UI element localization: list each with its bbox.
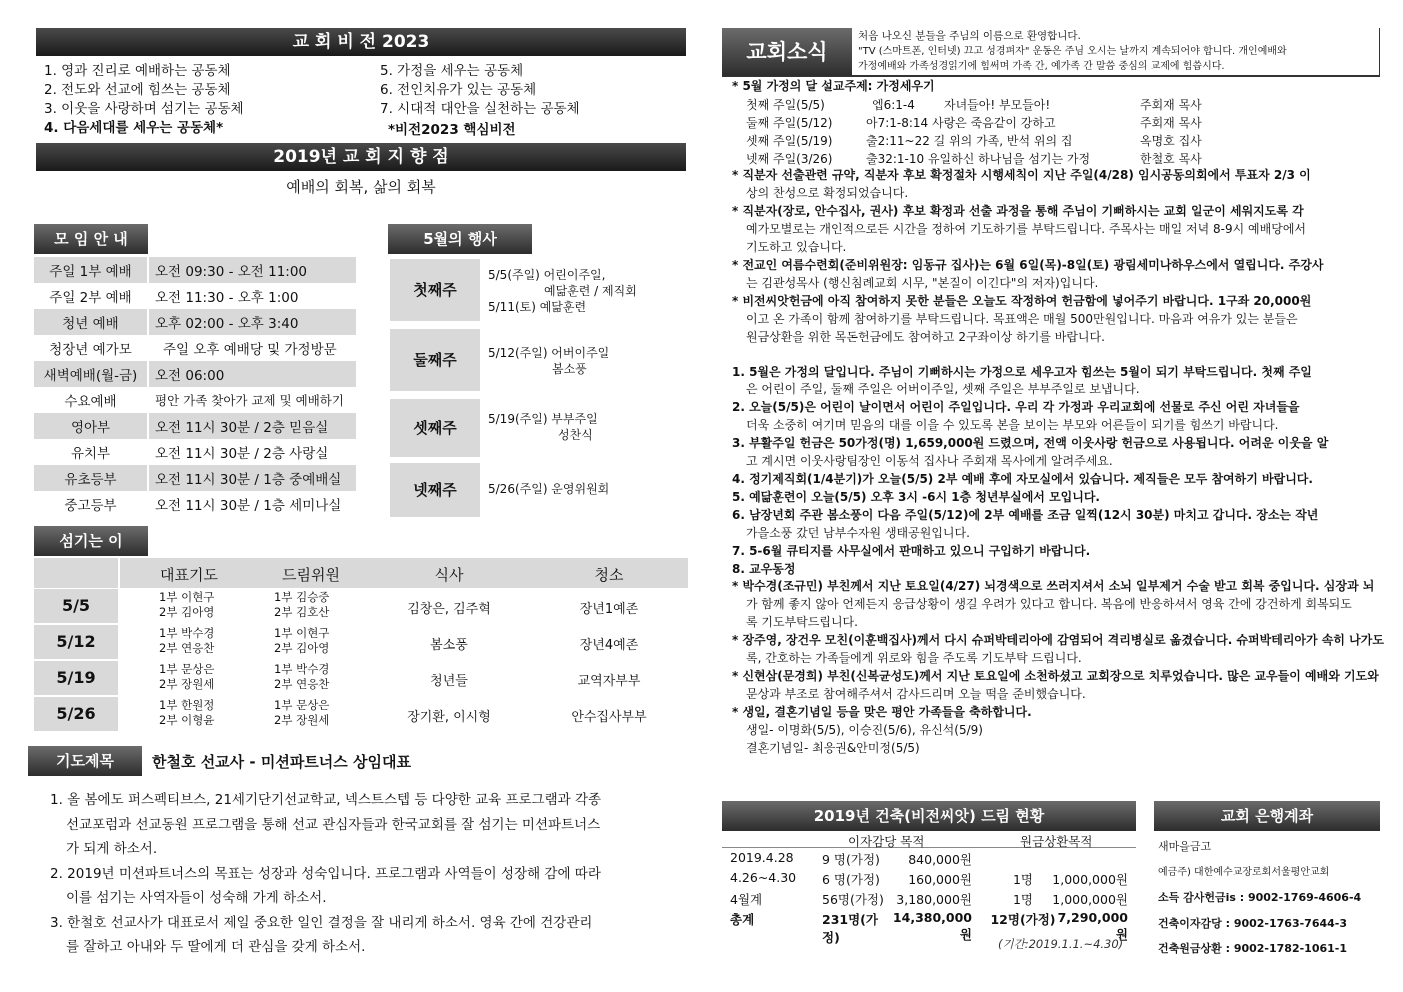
meeting-name: 청장년 예가모 xyxy=(34,335,148,361)
servers-table xyxy=(34,558,688,732)
servers-date: 5/12 xyxy=(34,625,118,659)
news-rule xyxy=(722,76,1380,77)
news-bullet: 이고 온 가족이 함께 참여하기를 부탁드립니다. 목표액은 매월 500만원입니다. 마음과 여유가 있는 분들은 xyxy=(746,311,1298,326)
news-item: 6. 남장년회 주관 봄소풍이 다음 주일(5/12)에 2부 예배를 조금 일찍(12시 30분) 마치고 갑니다. 장소는 작년 xyxy=(732,507,1319,522)
meeting-name: 수요예배 xyxy=(34,387,148,413)
servers-prayer: 1부 박수경 2부 연응찬 xyxy=(159,626,215,655)
vision-left-list xyxy=(44,62,374,138)
servers-meal: 청년들 xyxy=(430,674,468,689)
servers-clean: 교역자부부 xyxy=(577,674,641,689)
building-cell: 3,180,000원 xyxy=(896,892,972,907)
event-line: 5/5(주일) 어린이주일, xyxy=(488,268,606,282)
vision-item: 1. 영과 진리로 예배하는 공동체 xyxy=(44,63,231,79)
meeting-time: 오전 11:30 - 오후 1:00 xyxy=(155,290,299,306)
news-item: 가 함께 좋지 않아 언제든지 응급상황이 생길 우려가 있다고 합니다. 복음에 반응하셔서 영육 간에 강건하게 회복되도 xyxy=(746,597,1352,612)
news-item: 문상과 부조로 참여해주셔서 감사드리며 오늘 떡을 준비했습니다. xyxy=(746,686,1086,701)
building-cell: 56명(가정) xyxy=(822,892,884,907)
building-cell: 9 명(가정) xyxy=(822,852,880,867)
building-cell: 4.26~4.30 xyxy=(730,870,797,885)
header-cell: 식사 xyxy=(434,566,464,584)
sermon-passage: 출32:1-10 유일하신 하나님을 섬기는 가정 xyxy=(866,151,1091,166)
building-cell: 7,290,000원 xyxy=(1057,910,1128,942)
building-period: (기간:2019.1.1.~4.30) xyxy=(998,937,1124,951)
sermon-row xyxy=(732,150,1372,168)
news-item: 록 기도부탁드립니다. xyxy=(746,615,858,630)
servers-date: 5/19 xyxy=(34,661,118,695)
servers-dream: 1부 문상은 2부 장원세 xyxy=(274,698,330,727)
prayer-item: 1. 올 봄에도 퍼스펙티브스, 21세기단기선교학교, 넥스트스텝 등 다양한 교육 프로그램과 각종 선교포럼과 선교동원 프로그램을 통해 선교 관심자들과 한국교회를 잘 섬기는 미션파트너스 가 되게 하소서. xyxy=(50,792,602,857)
servers-row xyxy=(34,589,688,624)
servers-dream: 1부 이현구 2부 김아영 xyxy=(274,626,330,655)
bank-account: 건축원금상환 : 9002-1782-1061-1 xyxy=(1158,942,1348,955)
servers-header xyxy=(34,558,688,588)
bank-info xyxy=(1158,834,1380,962)
week-label: 셋째주 xyxy=(390,399,480,457)
meeting-name: 청년 예배 xyxy=(34,309,148,335)
event-line: 5/11(토) 예닮훈련 xyxy=(488,300,587,314)
meeting-time: 오후 02:00 - 오후 3:40 xyxy=(148,309,356,335)
vision-core-note: *비전2023 핵심비전 xyxy=(388,122,516,138)
servers-prayer: 1부 한원정 2부 이형윤 xyxy=(159,698,215,727)
meeting-name: 중고등부 xyxy=(34,491,148,517)
meetings-title: 모 임 안 내 xyxy=(34,224,148,254)
meeting-row xyxy=(34,387,356,413)
servers-title: 섬기는 이 xyxy=(34,526,148,556)
news-item: 록, 간호하는 가족들에게 위로와 힘을 주도록 기도부탁 드립니다. xyxy=(746,651,1082,666)
meeting-row xyxy=(34,283,356,309)
building-cell: 160,000원 xyxy=(908,872,972,887)
news-bullet: * 직분자(장로, 안수집사, 권사) 후보 확정과 선출 과정을 통해 주님이 기뻐하시는 교회 일군이 세워지도록 각 xyxy=(732,204,1304,219)
event-line: 봄소풍 xyxy=(552,362,587,376)
news-item: 7. 5-6월 큐티지를 사무실에서 판매하고 있으니 구입하기 바랍니다. xyxy=(732,543,1091,558)
sermon-date: 셋째 주일(5/19) xyxy=(746,133,833,148)
sermon-title: 자녀들아! 부모들아! xyxy=(944,97,1051,112)
meeting-time: 오전 11시 30분 / 1층 세미나실 xyxy=(155,498,342,514)
meeting-time: 오전 11시 30분 / 1층 중예배실 xyxy=(148,465,356,491)
meeting-row xyxy=(34,361,356,387)
news-intro xyxy=(858,29,1378,74)
event-line: 5/26(주일) 운영위원회 xyxy=(488,482,610,496)
week-events xyxy=(488,345,609,377)
week-events xyxy=(488,267,637,315)
sermon-date: 넷째 주일(3/26) xyxy=(746,151,833,166)
building-cell: 1,000,000원 xyxy=(1052,892,1128,907)
news-item: * 생일, 결혼기념일 등을 맞은 평안 가족들을 축하합니다. xyxy=(732,704,1032,719)
meeting-time: 평안 가족 찾아가 교제 및 예배하기 xyxy=(155,393,344,408)
meeting-name: 유초등부 xyxy=(34,465,148,491)
vision-item: 5. 가정을 세우는 공동체 xyxy=(380,63,524,79)
servers-meal: 봄소풍 xyxy=(430,638,468,653)
meeting-time: 오전 11시 30분 / 2층 믿음실 xyxy=(148,413,356,439)
news-item: 가을소풍 갔던 남부수자원 생태공원입니다. xyxy=(746,525,970,540)
prayer-item: 2. 2019년 미션파트너스의 목표는 성장과 성숙입니다. 프로그램과 사역들이 성장해 감에 따라 이를 섬기는 사역자들이 성숙해 가게 하소서. xyxy=(50,865,601,906)
building-title: 2019년 건축(비전씨앗) 드림 현황 xyxy=(722,801,1136,831)
sermon-preacher: 주회재 목사 xyxy=(1140,97,1202,112)
building-row xyxy=(722,870,1136,890)
week-row xyxy=(388,327,686,393)
sermon-date: 첫째 주일(5/5) xyxy=(746,97,825,112)
header-cell: 드림위원 xyxy=(282,566,340,584)
news-bullet: 예가모별로는 개인적으로든 시간을 정하여 기도하기를 부탁드립니다. 주목사는 매일 저녁 8-9시 예배당에서 xyxy=(746,222,1307,237)
meeting-name: 주일 1부 예배 xyxy=(34,257,148,283)
news-item: 3. 부활주일 헌금은 50가정(명) 1,659,000원 드렸으며, 전액 이웃사랑 헌금으로 사용됩니다. 어려운 이웃을 알 xyxy=(732,436,1329,451)
header-cell: 대표기도 xyxy=(160,566,218,584)
news-bullet: 는 김관성목사 (행신침례교회 시무, "본질이 이긴다"의 저자)입니다. xyxy=(746,275,1099,290)
news-bullet: 기도하고 있습니다. xyxy=(746,240,847,255)
meeting-time: 오전 11시 30분 / 2층 사랑실 xyxy=(155,446,329,462)
intro-line: "TV (스마트폰, 인터넷) 끄고 성경펴자" 운동은 주님 오시는 날까지 계속되어야 합니다. 개인예배와 xyxy=(858,46,1287,57)
news-bullet: * 비전씨앗헌금에 아직 참여하지 못한 분들은 오늘도 작정하여 헌금함에 넣어주기 바랍니다. 1구좌 20,000원 xyxy=(732,293,1312,308)
news-item: 은 어린이 주일, 둘째 주일은 어버이주일, 셋째 주일은 부부주일로 보냅니다. xyxy=(746,382,1140,397)
week-label: 넷째주 xyxy=(390,463,480,517)
servers-date: 5/26 xyxy=(34,697,118,731)
servers-clean: 안수집사부부 xyxy=(571,710,647,725)
building-cell: 1명 xyxy=(1012,892,1034,907)
news-item: 생일- 이명화(5/5), 이승진(5/6), 유신석(5/9) xyxy=(746,722,983,737)
meeting-row xyxy=(34,439,356,465)
bank-account: 건축이자감당 : 9002-1763-7644-3 xyxy=(1158,916,1348,930)
building-header xyxy=(722,832,1136,848)
sermon-preacher: 옥명호 집사 xyxy=(1140,133,1202,148)
servers-row xyxy=(34,661,688,696)
vision-item: 2. 전도와 선교에 힘쓰는 공동체 xyxy=(44,82,231,98)
event-line: 5/12(주일) 어버이주일 xyxy=(488,346,610,360)
building-header-cell: 원금상환목적 xyxy=(1020,834,1093,849)
meeting-row xyxy=(34,335,356,361)
servers-dream: 1부 김승중 2부 김호산 xyxy=(274,590,330,619)
news-bullet: 원금상환을 위한 목돈헌금에도 참여하고 2구좌이상 하기를 바랍니다. xyxy=(746,329,1105,344)
building-cell: 1명 xyxy=(1012,872,1034,887)
sermon-preacher: 한철호 목사 xyxy=(1140,151,1202,166)
sermon-row xyxy=(732,132,1372,150)
intro-line: 가정예배와 가족성경읽기에 힘써며 가족 간, 예가족 간 말씀 중심의 교제에 힘씁시다. xyxy=(858,61,1225,72)
meeting-row xyxy=(34,309,356,335)
building-cell: 840,000원 xyxy=(908,852,972,867)
servers-dream: 1부 박수경 2부 연응찬 xyxy=(274,662,330,691)
meetings-table xyxy=(34,257,356,517)
vision-item: 4. 다음세대를 세우는 공동체* xyxy=(44,120,224,136)
news-bullet: * 전교인 여름수련회(준비위원장: 임동규 집사)는 6월 6일(목)-8일(토) 광림세미나하우스에서 열립니다. 주강사 xyxy=(732,258,1324,272)
bank-line: 새마을금고 xyxy=(1158,840,1212,853)
vision-item: 3. 이웃을 사랑하며 섬기는 공동체 xyxy=(44,101,244,117)
week-row xyxy=(388,461,686,519)
vision-right-list xyxy=(380,62,680,140)
meeting-time: 주일 오후 예배당 및 가정방문 xyxy=(163,342,337,358)
news-item: 1. 5월은 가정의 달입니다. 주님이 기뻐하시는 가정으로 세우고자 힘쓰는 5월이 되기 부탁드립니다. 첫째 주일 xyxy=(732,364,1312,379)
meeting-row xyxy=(34,465,356,491)
news-item: 고 계시면 이웃사랑팀장인 이동석 집사나 주회재 목사에게 알려주세요. xyxy=(746,454,1113,469)
news-body xyxy=(732,78,1384,757)
intro-line: 처음 나오신 분들을 주님의 이름으로 환영합니다. xyxy=(858,30,1081,42)
direction-title-bar: 2019년 교 회 지 향 점 xyxy=(36,143,686,171)
header-cell: 청소 xyxy=(594,566,624,584)
meeting-name: 유치부 xyxy=(34,439,148,465)
news-item: 결혼기념일- 최응권&안미정(5/5) xyxy=(746,740,920,755)
news-item: 2. 오늘(5/5)은 어린이 날이면서 어린이 주일입니다. 우리 각 가정과 우리교회에 선물로 주신 어린 자녀들을 xyxy=(732,400,1300,415)
news-item: 4. 정기제직회(1/4분기)가 오늘(5/5) 2부 예배 후에 자모실에서 있습니다. 제직들은 모두 참여하기 바랍니다. xyxy=(732,471,1313,486)
building-cell: 2019.4.28 xyxy=(730,850,794,865)
meeting-name: 새벽예배(월-금) xyxy=(34,361,148,387)
bank-account: 소득 감사헌금is : 9002-1769-4606-4 xyxy=(1158,891,1362,904)
meeting-name: 주일 2부 예배 xyxy=(34,283,148,309)
building-cell: 231명(가정) xyxy=(822,912,878,945)
week-label: 첫째주 xyxy=(390,259,480,321)
meeting-time: 오전 09:30 - 오전 11:00 xyxy=(148,257,356,283)
sermon-row xyxy=(732,114,1372,132)
meeting-row xyxy=(34,413,356,439)
week-row xyxy=(388,397,686,459)
bank-line: 예금주) 대한예수교장로회서울평안교회 xyxy=(1158,866,1330,878)
event-line: 5/19(주일) 부부주일 xyxy=(488,412,598,426)
building-cell: 6 명(가정) xyxy=(822,872,880,887)
week-row xyxy=(388,257,686,323)
building-cell: 4월계 xyxy=(730,892,763,907)
week-label: 둘째주 xyxy=(390,329,480,391)
servers-meal: 장기환, 이시형 xyxy=(407,710,491,725)
building-row xyxy=(722,890,1136,910)
building-cell: 1,000,000원 xyxy=(1052,872,1128,887)
meeting-time: 오전 06:00 xyxy=(148,361,356,387)
servers-date: 5/5 xyxy=(34,589,118,623)
building-cell: 14,380,000원 xyxy=(892,910,972,942)
sermon-passage: 아7:1-8:14 사랑은 죽음같이 강하고 xyxy=(866,115,1056,130)
vision-item: 6. 전인치유가 있는 공동체 xyxy=(380,82,537,98)
servers-prayer: 1부 이현구 2부 김아영 xyxy=(159,590,215,619)
direction-subtitle: 예배의 회복, 삶의 회복 xyxy=(286,178,436,196)
news-bullet: 상의 찬성으로 확정되었습니다. xyxy=(746,186,909,201)
meeting-name: 영아부 xyxy=(34,413,148,439)
event-line: 예닮훈련 / 제직회 xyxy=(544,284,637,298)
servers-row xyxy=(34,625,688,660)
servers-clean: 장년1예존 xyxy=(579,602,639,617)
servers-clean: 장년4예존 xyxy=(579,638,639,653)
sermon-date: 둘째 주일(5/12) xyxy=(746,115,833,130)
servers-row xyxy=(34,697,688,732)
meeting-row xyxy=(34,491,356,517)
news-item: * 박수경(조규민) 부친께서 지난 토요일(4/27) 뇌경색으로 쓰러지셔서 소뇌 일부제거 수술 받고 회복 중입니다. 심장과 뇌 xyxy=(732,579,1375,594)
vision-item: 7. 시대적 대안을 실천하는 공동체 xyxy=(380,101,580,117)
news-item: 5. 예닮훈련이 오늘(5/5) 오후 3시 -6시 1층 청년부실에서 모입니다. xyxy=(732,489,1100,504)
week-events xyxy=(488,411,598,443)
prayer-item: 3. 한철호 선교사가 대표로서 제일 중요한 일인 결정을 잘 내리게 하소서. 영육 간에 건강관리 를 잘하고 아내와 두 딸에게 더 관심을 갖게 하소서. xyxy=(50,914,593,955)
vision-title-bar: 교 회 비 전 2023 xyxy=(36,28,686,56)
week-events xyxy=(488,481,609,497)
building-header-cell: 이자감당 목적 xyxy=(848,834,925,849)
sermon-row xyxy=(732,96,1372,114)
building-cell: 12명(가정) xyxy=(990,912,1056,927)
prayer-title: 기도제목 xyxy=(28,746,142,776)
prayer-subject: 한철호 선교사 - 미션파트너스 상임대표 xyxy=(152,753,411,771)
servers-prayer: 1부 문상은 2부 장원세 xyxy=(159,662,215,691)
news-title: 교회소식 xyxy=(722,28,852,76)
sermon-passage: 출2:11~22 길 위의 가족, 반석 위의 집 xyxy=(866,133,1073,148)
events-title: 5월의 행사 xyxy=(388,224,532,254)
servers-meal: 김창은, 김주혁 xyxy=(407,602,491,617)
sermon-title: * 5월 가정의 달 설교주제: 가정세우기 xyxy=(732,79,935,93)
news-item: 8. 교우동정 xyxy=(732,561,796,576)
sermon-preacher: 주회재 목사 xyxy=(1140,115,1202,130)
sermon-passage: 엡6:1-4 xyxy=(872,97,915,112)
bank-title: 교회 은행계좌 xyxy=(1154,801,1380,831)
building-row xyxy=(722,850,1136,870)
event-line: 성찬식 xyxy=(558,428,593,442)
building-cell: 총계 xyxy=(730,912,755,927)
events-panel xyxy=(388,257,686,517)
news-item: 더욱 소중히 여기며 믿음의 대를 이을 수 있도록 본을 보이는 부모와 어른들이 되기를 힘쓰기 바랍니다. xyxy=(746,418,1279,433)
news-bullet: * 직분자 선출관련 규약, 직분자 후보 확정절차 시행세칙이 지난 주일(4/28) 임시공동의회에서 투표자 2/3 이 xyxy=(732,168,1311,183)
meeting-row xyxy=(34,257,356,283)
news-item: * 장주영, 장건우 모친(이훈백집사)께서 다시 슈퍼박테리아에 감염되어 격리병실로 옮겼습니다. 슈퍼박테리아가 속히 나가도 xyxy=(732,633,1384,648)
news-item: * 신현삼(문경희) 부친(신복균성도)께서 지난 토요일에 소천하셨고 교회장으로 치루었습니다. 많은 교우들이 예배와 기도와 xyxy=(732,668,1379,683)
prayer-list xyxy=(50,788,670,960)
